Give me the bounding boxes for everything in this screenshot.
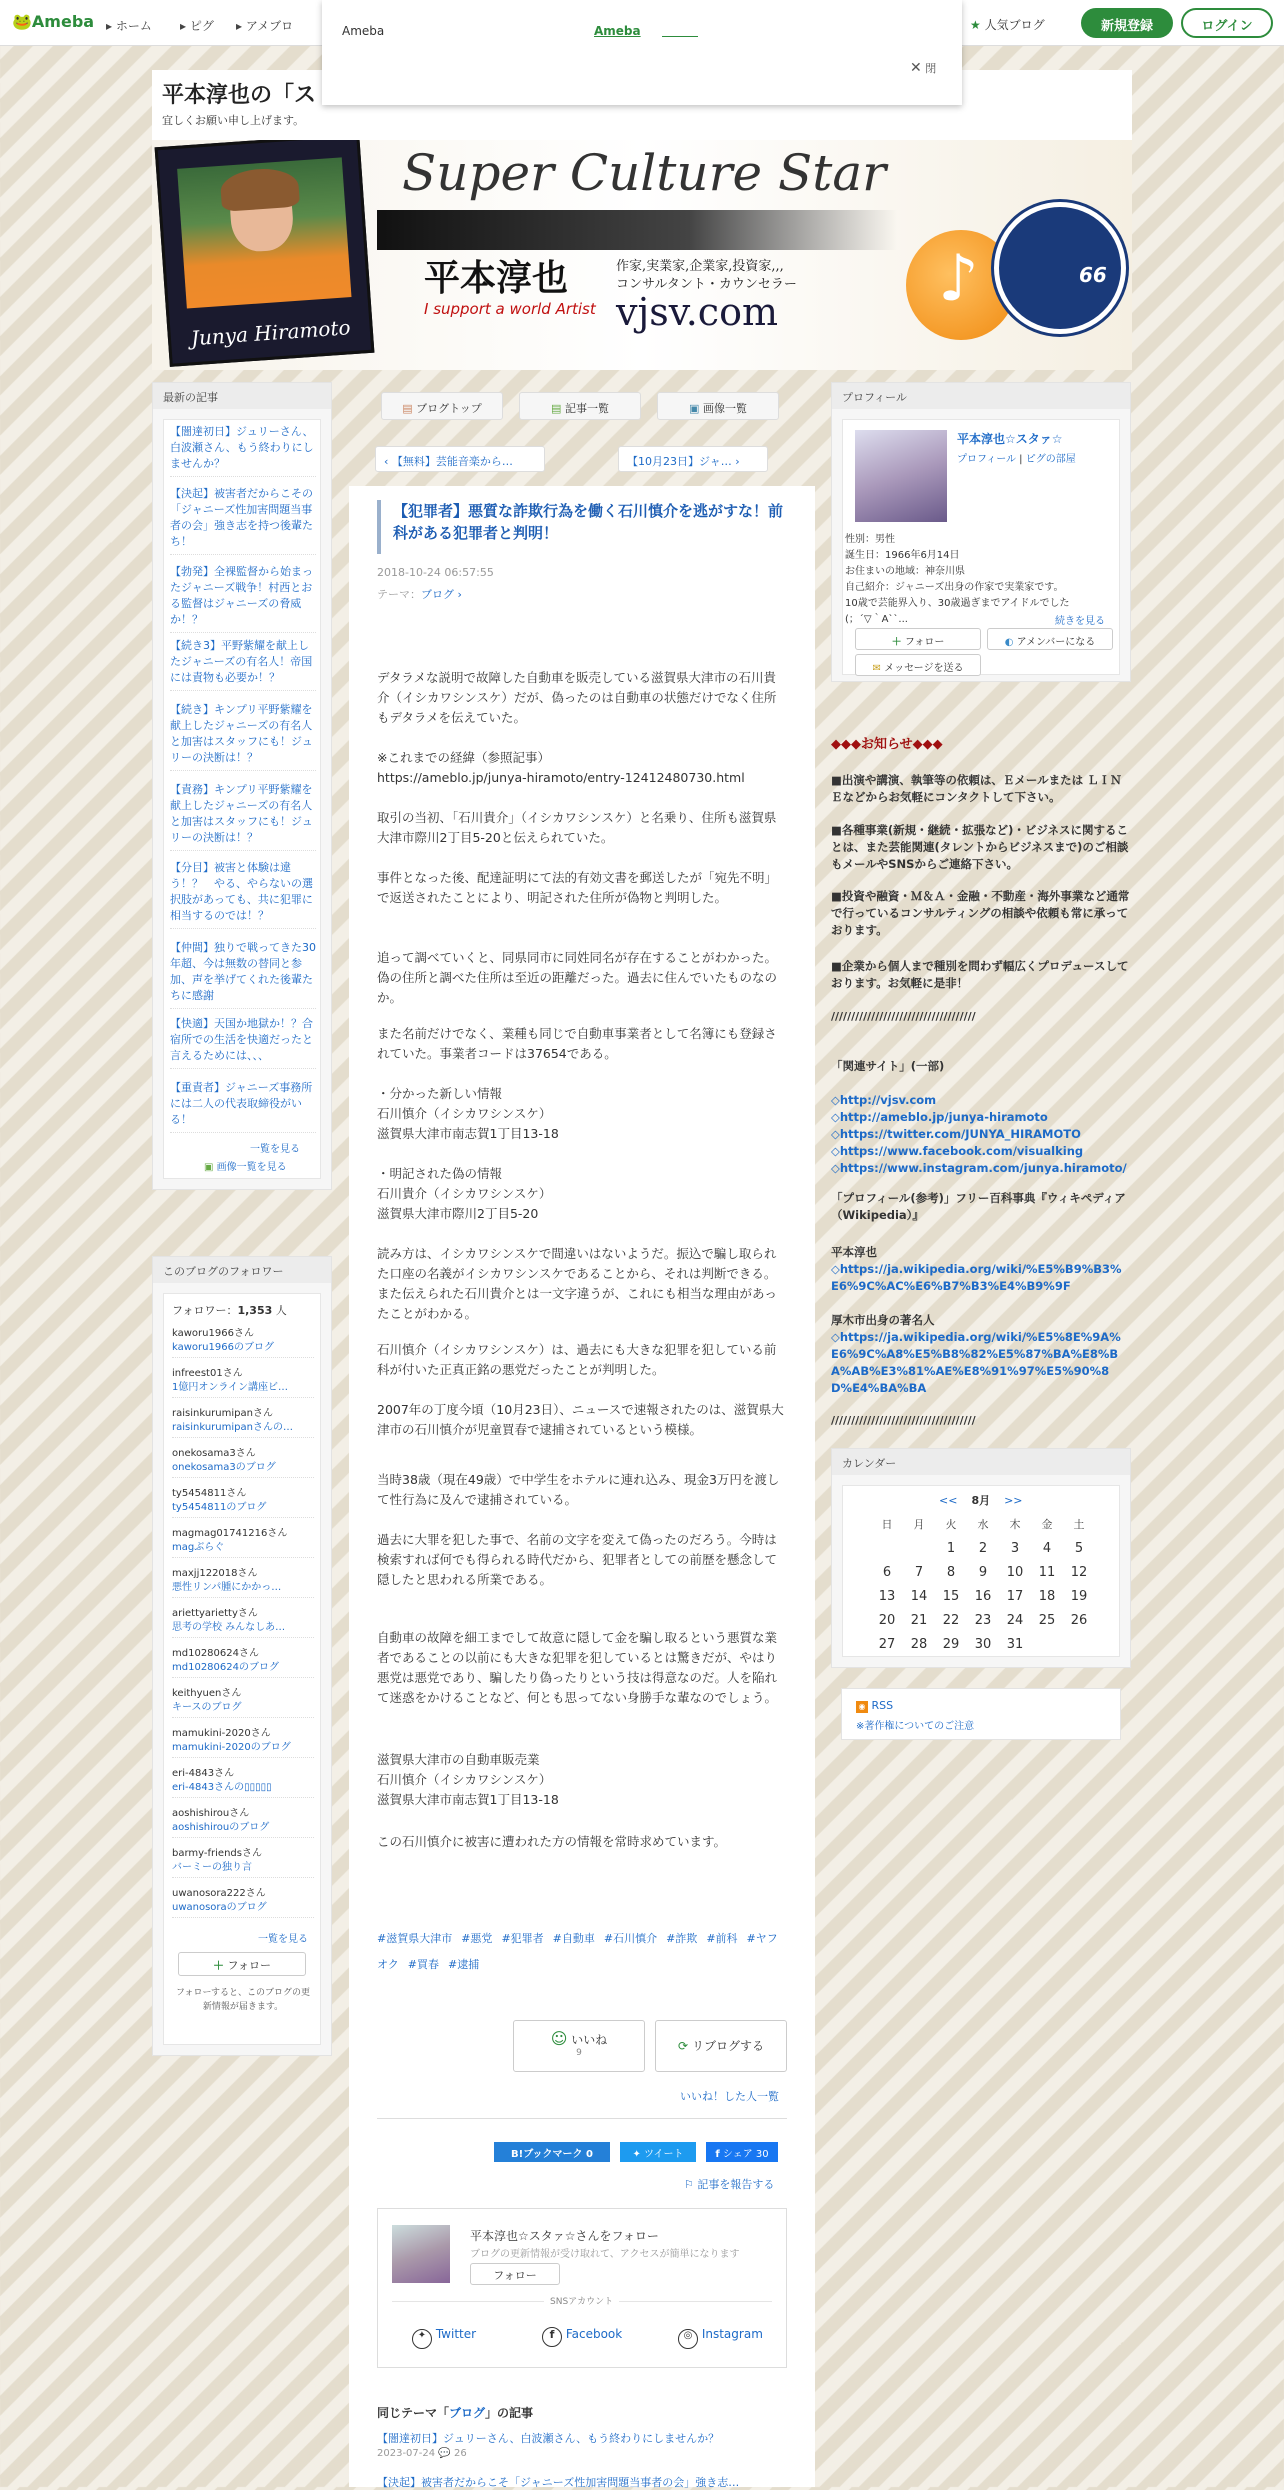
recent-article-link[interactable]: 【快適】天国か地獄か！？合宿所での生活を快適だったと言えるためには、、、 (170, 1016, 316, 1069)
hashtag-list (377, 1926, 787, 1978)
calendar-prev[interactable]: << (939, 1494, 958, 1507)
pig-room-link[interactable]: ピグの部屋 (1025, 454, 1076, 465)
like-count: 9 (576, 2048, 582, 2058)
recent-article-link[interactable]: 【勃発】全裸監督から始まったジャニーズ戦争！村西とおる監督はジャニーズの脅威か！？ (170, 564, 316, 633)
follower-blog-link[interactable]: バーミーの独り言 (172, 1858, 314, 1878)
article-paragraph: 読み方は、イシカワシンスケで間違いはないようだ。振込で騙し取られた口座の名義がイシカワシンスケであることから、それは判断できる。また伝えられた石川貴介とは一文字違うが、これにも相当な理由があったことがわかる。 (377, 1246, 777, 1321)
calendar-day[interactable]: 5 (1074, 1540, 1084, 1556)
flag-icon: ⚐ (684, 2178, 694, 2191)
prev-article-button[interactable]: ‹ 【無料】芸能音楽から… (375, 446, 545, 472)
follower-name: barmy-friendsさん (172, 1848, 262, 1859)
calendar-weekday: 土 (1073, 1518, 1085, 1531)
calendar-next[interactable]: >> (1004, 1494, 1023, 1507)
hair-shape (219, 167, 300, 212)
article-paragraph: ・明記された偽の情報 石川貴介（イシカワシンスケ） 滋賀県大津市際川2丁目5-20 (377, 1166, 552, 1221)
hashtag-link[interactable]: #詐欺 (666, 1932, 698, 1945)
popup-close-button[interactable]: ✕ 閉 (910, 60, 937, 76)
recent-article-link[interactable]: 【仲間】独りで戦ってきた30年超、今は無数の替同と参加、声を挙げてくれた後輩たちに感謝 (170, 940, 316, 1009)
twitter-link[interactable]: ✦ Twitter (412, 2327, 476, 2349)
notice-item: ■投資や融資・Ｍ＆Ａ・金融・不動産・海外事業など通常で行っているコンサルティングの相談や依頼も常に承っております。 (831, 889, 1130, 937)
wiki-1-name: 平本淳也 (831, 1245, 877, 1259)
ameba-logo[interactable]: 🐸Ameba (12, 12, 95, 31)
recent-article-link[interactable]: 【責務】キンプリ平野紫耀を献上したジャニーズの有名人と加害はスタッフにも！ジュリーの決断は！？ (170, 782, 316, 851)
nav-ameblo[interactable]: ▸ アメブロ (236, 19, 294, 33)
follower-count: フォロワー：1,353 人 (172, 1304, 287, 1317)
follower-name: keithyuenさん (172, 1688, 242, 1699)
calendar-day[interactable]: 4 (1042, 1540, 1052, 1556)
follower-name: ariettyariettyさん (172, 1608, 258, 1619)
recent-more-link[interactable]: 一覧を見る (250, 1140, 300, 1155)
wiki-heading: 「プロフィール(参考)」フリー百科事典『ウィキペディア（Wikipedia）』 (831, 1191, 1126, 1222)
plus-icon: ＋ (891, 637, 902, 648)
recent-article-link[interactable]: 【分目】被害と体験は違う！？ やる、やらないの選択肢があっても、共に犯罪に相当するのでは！？ (170, 860, 316, 929)
article-date: 2018-10-24 06:57:55 (377, 566, 494, 579)
route66-emblem-icon: 66 (994, 202, 1126, 334)
calendar-week-row (871, 1632, 1095, 1656)
message-button[interactable]: ✉ メッセージを送る (855, 654, 981, 676)
hashtag-link[interactable]: #石川慎介 (603, 1932, 658, 1945)
profile-avatar[interactable] (855, 430, 947, 522)
instagram-link[interactable]: ◎ Instagram (678, 2327, 763, 2349)
calendar-week-row (871, 1608, 1095, 1632)
crown-icon: ★ (970, 18, 981, 32)
follower-name: aoshishirouさん (172, 1808, 250, 1819)
related-article-1-meta: 2023-07-24 💬 26 (377, 2448, 467, 2459)
follow-note: フォローすると、このブログの更新情報が届きます。 (175, 1988, 311, 2012)
wiki-2-name: 厚木市出身の著名人 (831, 1313, 935, 1327)
article-paragraph: 石川慎介（イシカワシンスケ）は、過去にも大きな犯罪を犯している前科が付いた正真正銘の悪党だったことが判明した。 (377, 1342, 777, 1377)
calendar-day[interactable]: 31 (1006, 1636, 1024, 1652)
calendar (842, 1485, 1120, 1657)
recent-articles-heading: 最新の記事 (153, 383, 331, 409)
calendar-box (831, 1448, 1131, 1668)
follower-name: magmag01741216さん (172, 1528, 288, 1539)
follower-name: infreest01さん (172, 1368, 243, 1379)
instagram-icon: ◎ (678, 2329, 698, 2349)
popup-link[interactable]: Ameba (594, 24, 641, 38)
profile-box (831, 382, 1131, 682)
calendar-day (871, 1536, 903, 1560)
follower-blog-link[interactable]: キースのブログ (172, 1698, 314, 1718)
calendar-day[interactable]: 6 (882, 1564, 892, 1580)
notice-item: ■各種事業(新規・継続・拡張など)・ビジネスに関することは、また芸能関連(タレントからビジネスまで)のご相談もメールやSNSからご連絡下さい。 (831, 823, 1129, 871)
calendar-day[interactable]: 7 (914, 1564, 924, 1580)
divider-slashes: //////////////////////////////////// (831, 1010, 976, 1023)
follower-blog-link[interactable]: mamukini-2020のブログ (172, 1738, 314, 1758)
banner-site: vjsv.com (616, 290, 778, 334)
recent-article-link[interactable]: 【続き】キンプリ平野紫耀を献上したジャニーズの有名人と加害はスタッフにも！ジュリーの決断は！？ (170, 702, 316, 771)
calendar-day[interactable]: 3 (1010, 1540, 1020, 1556)
profile-heading: プロフィール (832, 383, 1130, 409)
article-paragraph: 当時38歳（現在49歳）で中学生をホテルに連れ込み、現金3万円を渡して性行為に及んで逮捕されている。 (377, 1472, 780, 1507)
follower-name: raisinkurumipanさん (172, 1408, 273, 1419)
sidebar-follow-button[interactable]: ＋ フォロー (178, 1952, 306, 1976)
follower-blog-link[interactable]: kaworu1966のブログ (172, 1338, 314, 1358)
follower-name: maxjj122018さん (172, 1568, 258, 1579)
follow-card-title: 平本淳也☆スタァ☆さんをフォロー (470, 2229, 659, 2243)
calendar-day[interactable]: 15 (942, 1588, 960, 1604)
recent-article-link[interactable]: 【闇達初日】ジュリーさん、白波瀬さん、もう終わりにしませんか？ (170, 424, 316, 477)
banner-slogan: I support a world Artist (424, 300, 596, 318)
related-sites-heading: 「関連サイト」(一部) (831, 1059, 945, 1073)
profile-card (842, 419, 1120, 675)
plus-icon: ＋ (213, 1959, 225, 1972)
article-paragraph: 滋賀県大津市の自動車販売業 石川慎介（イシカワシンスケ） 滋賀県大津市南志賀1丁目13-18 (377, 1752, 559, 1807)
related-site-link[interactable]: ◇https://www.instagram.com/junya.hiramoto/ (831, 1161, 1127, 1175)
tab-article-list[interactable]: ▤ 記事一覧 (519, 392, 641, 420)
author-avatar[interactable] (392, 2225, 450, 2283)
article-paragraph: 過去に大罪を犯した事で、名前の文字を変えて偽ったのだろう。今時は検索すれば何でも得られる時代だから、犯罪者としての前歴を懸念して隠したと思われる所業である。 (377, 1532, 778, 1587)
calendar-day[interactable]: 11 (1038, 1564, 1056, 1580)
follower-name: kaworu1966さん (172, 1328, 254, 1339)
tab-image-list[interactable]: ▣ 画像一覧 (657, 392, 779, 420)
hashtag-link[interactable]: #ヤフオク (377, 1932, 778, 1971)
notice-item: ■出演や講演、執筆等の依頼は、Ｅメールまたは ＬＩＮＥなどからお気軽にコンタクトして下さい。 (831, 773, 1122, 804)
follow-button[interactable]: ＋ フォロー (855, 628, 981, 650)
hashtag-link[interactable]: #逮捕 (448, 1958, 480, 1971)
follower-name: onekosama3さん (172, 1448, 256, 1459)
calendar-grid (871, 1512, 1095, 1656)
recent-articles-box (152, 382, 332, 1190)
article-paragraph: 追って調べていくと、同県同市に同姓同名が存在することがわかった。偽の住所と調べた住所は至近の距離だった。過去に住んでいたものなのか。 (377, 950, 778, 1005)
images-more-link[interactable]: ▣ 画像一覧を見る (204, 1162, 287, 1173)
chevron-right-icon: › (735, 455, 740, 468)
follower-blog-link[interactable]: raisinkurumipanさんの… (172, 1418, 314, 1438)
facebook-link[interactable]: f Facebook (542, 2327, 622, 2347)
follower-blog-link[interactable]: ty5454811のブログ (172, 1498, 314, 1518)
calendar-day[interactable]: 20 (878, 1612, 896, 1628)
amember-icon: ◐ (1004, 637, 1014, 648)
follower-name: ty5454811さん (172, 1488, 247, 1499)
related-article-2[interactable]: 【決起】被害者だからこそ「ジャニーズ性加害問題当事者の会」強き志… (377, 2476, 740, 2489)
related-site-link[interactable]: ◇https://www.facebook.com/visualking (831, 1144, 1084, 1158)
calendar-week-row (871, 1584, 1095, 1608)
calendar-day[interactable]: 9 (978, 1564, 988, 1580)
follower-blog-link[interactable]: 1億円オンライン講座ビ… (172, 1378, 314, 1398)
calendar-header-row (871, 1512, 1095, 1536)
notice-heading: ◆◆◆お知らせ◆◆◆ (831, 737, 943, 752)
hashtag-link[interactable]: #滋賀県大津市 (377, 1932, 453, 1945)
follower-blog-link[interactable]: 思考の学校 みんなしあ… (172, 1618, 314, 1638)
follower-blog-link[interactable]: onekosama3のブログ (172, 1458, 314, 1478)
hashtag-link[interactable]: #前科 (706, 1932, 738, 1945)
calendar-weekday: 水 (977, 1518, 989, 1531)
banner-roles: 作家,実業家,企業家,投資家,,, コンサルタント・カウンセラー (616, 259, 797, 292)
profile-info: 性別：男性 誕生日：1966年6月14日 お住まいの地域：神奈川県 自己紹介：ジャニーズ出身の作家で実業家です。 10歳で芸能界入り、30歳過ぎまでアイドルでした (；´▽｀A``... (845, 534, 1070, 625)
calendar-day[interactable]: 18 (1038, 1588, 1056, 1604)
like-button[interactable]: ☺ いいね 9 (513, 2020, 645, 2072)
related-site-link[interactable]: ◇https://twitter.com/JUNYA_HIRAMOTO (831, 1127, 1081, 1141)
calendar-nav (939, 1492, 1023, 1508)
popup-link-underline (662, 36, 698, 37)
profile-name[interactable]: 平本淳也☆スタァ☆ (957, 432, 1063, 446)
next-article-button[interactable]: 【10月23日】ジャ… › (618, 446, 768, 472)
related-article-1[interactable]: 【闇達初日】ジュリーさん、白波瀬さん、もう終わりにしませんか？ (377, 2432, 720, 2445)
calendar-day[interactable]: 10 (1006, 1564, 1024, 1580)
calendar-weekday: 月 (913, 1518, 925, 1531)
calendar-day[interactable]: 27 (878, 1636, 896, 1652)
music-note-icon: ♪ (906, 230, 1016, 340)
notification-popup (322, 0, 962, 105)
divider (377, 2118, 787, 2119)
follow-card (377, 2208, 787, 2368)
image-icon: ▣ (689, 402, 700, 415)
calendar-weekday: 日 (881, 1518, 893, 1531)
tab-blog-top[interactable]: ▤ ブログトップ (381, 392, 503, 420)
article-paragraph: ※これまでの経緯（参照記事） https://ameblo.jp/junya-hiramoto/entry-12412480730.html (377, 750, 745, 785)
amember-button[interactable]: ◐ アメンバーになる (987, 628, 1113, 650)
comment-icon: 💬 (438, 2448, 451, 2459)
article-paragraph: デタラメな説明で故障した自動車を販売している滋賀県大津市の石川貴介（イシカワシンスケ）だが、偽ったのは自動車の状態だけでなく住所もデタラメを伝えていた。 (377, 670, 777, 725)
followers-list (163, 1293, 321, 2045)
calendar-day[interactable]: 1 (946, 1540, 956, 1556)
nav-home[interactable]: ▸ ホーム (106, 19, 152, 33)
calendar-day[interactable]: 30 (974, 1636, 992, 1652)
related-site-link[interactable]: ◇http://vjsv.com (831, 1093, 937, 1107)
close-icon: ✕ (910, 60, 922, 76)
article-paragraph: この石川慎介に被害に遭われた方の情報を常時求めています。 (377, 1834, 727, 1849)
article-paragraph: 事件となった後、配達証明にて法的有効文書を郵送したが「宛先不明」で返送されたことにより、明記された住所が偽物と判明した。 (377, 870, 778, 905)
smile-icon: ☺ (550, 2029, 568, 2048)
wiki-2-link[interactable]: ◇https://ja.wikipedia.org/wiki/%E5%8E%9A%E6%9C%A8%E5%B8%82%E5%87%BA%E8%BA%AB%E3%81%AE%E8%91%97%E5%90%8D%E4%BA%BA (831, 1330, 1121, 1395)
facebook-icon: f (715, 2149, 720, 2160)
calendar-day[interactable]: 22 (942, 1612, 960, 1628)
recent-article-link[interactable]: 【続き3】平野紫耀を献上したジャニーズの有名人！帝国には責物も必要か！？ (170, 638, 316, 691)
article-paragraph: 2007年の丁度今頃（10月23日）、ニュースで速報されたのは、滋賀県大津市の石川慎介が児童買春で逮捕されているという模様。 (377, 1402, 784, 1437)
reblog-button[interactable]: ⟳ リブログする (655, 2020, 787, 2072)
chevron-left-icon: ‹ (384, 455, 389, 468)
follower-blog-link[interactable]: 悪性リンパ腫にかかっ… (172, 1578, 314, 1598)
calendar-day (1063, 1632, 1095, 1656)
calendar-week-row (871, 1536, 1095, 1560)
follow-card-desc: ブログの更新情報が受け取れて、アクセスが簡単になります (470, 2249, 740, 2260)
bird-icon: ✦ (632, 2149, 641, 2160)
blog-subtitle: 宜しくお願い申し上げます。 (162, 114, 305, 127)
chevron-right-icon: › (454, 588, 462, 601)
blog-title[interactable]: 平本淳也の「ス (162, 83, 317, 108)
calendar-day[interactable]: 13 (878, 1588, 896, 1604)
copyright-link[interactable]: ※著作権についてのご注意 (856, 1721, 975, 1732)
twitter-icon: ✦ (412, 2329, 432, 2349)
hashtag-link[interactable]: #犯罪者 (501, 1932, 544, 1945)
calendar-weekday: 金 (1041, 1518, 1053, 1531)
calendar-weekday: 火 (945, 1518, 957, 1531)
calendar-day (1031, 1632, 1063, 1656)
popular-blog-link[interactable]: ★ 人気ブログ (970, 18, 1045, 32)
calendar-day[interactable]: 8 (946, 1564, 956, 1580)
signup-button[interactable]: 新規登録 (1081, 8, 1173, 38)
follower-blog-link[interactable]: md10280624のブログ (172, 1658, 314, 1678)
calendar-day[interactable]: 23 (974, 1612, 992, 1628)
calendar-day[interactable]: 28 (910, 1636, 928, 1652)
calendar-day (903, 1536, 935, 1560)
follower-blog-link[interactable]: uwanosoraのブログ (172, 1898, 314, 1918)
article-paragraph: 自動車の故障を細工までして故意に隠して金を騙し取るという悪質な業者であることの以前にも大きな犯罪を犯しているとは驚きだが、やはり悪党は悪党であり、騙したり偽ったりという技は得意なのだ。人を陥れて迷惑をかけることなど、何とも思ってない身勝手な輩なのでしょう。 (377, 1630, 778, 1705)
recent-article-link[interactable]: 【重責者】ジャニーズ事務所には二人の代表取締役がいる！ (170, 1080, 316, 1133)
article-theme: テーマ：ブログ › (377, 588, 462, 601)
banner-headline: Super Culture Star (402, 144, 887, 202)
followers-box (152, 1256, 332, 2056)
recent-article-link[interactable]: 【決起】被害者だからこその「ジャニーズ性加害問題当事者の会」強き志を持つ後輩たち！ (170, 486, 316, 555)
banner-name: 平本淳也 (424, 257, 569, 299)
article-paragraph: 取引の当初、「石川貴介」（イシカワシンスケ）と名乗り、住所も滋賀県大津市際川2丁目5-20と伝えられていた。 (377, 810, 777, 845)
facebook-share-button[interactable]: f シェア 30 (706, 2142, 778, 2162)
followers-more-link[interactable]: 一覧を見る (258, 1934, 308, 1945)
article-paragraph: ・分かった新しい情報 石川慎介（イシカワシンスケ） 滋賀県大津市南志賀1丁目13-18 (377, 1086, 559, 1141)
follower-blog-link[interactable]: magぶらぐ (172, 1538, 314, 1558)
follower-name: eri-4843さん (172, 1768, 235, 1779)
profile-links: プロフィール | ピグの部屋 (957, 454, 1076, 465)
photo-caption: Junya Hiramoto (190, 315, 352, 351)
profile-link[interactable]: プロフィール (957, 454, 1016, 465)
calendar-day[interactable]: 16 (974, 1588, 992, 1604)
calendar-day[interactable]: 21 (910, 1612, 928, 1628)
follower-name: md10280624さん (172, 1648, 259, 1659)
follower-blog-link[interactable]: aoshishirouのブログ (172, 1818, 314, 1838)
header-banner (152, 140, 1132, 370)
calendar-day[interactable]: 25 (1038, 1612, 1056, 1628)
brush-stroke (377, 210, 897, 250)
sns-label: SNSアカウント (544, 2294, 619, 2307)
popup-label: Ameba (342, 24, 385, 38)
same-theme-heading: 同じテーマ「ブログ」の記事 (377, 2406, 534, 2420)
follower-name: uwanosora222さん (172, 1888, 266, 1899)
follower-blog-link[interactable]: eri-4843さんの▯▯▯▯▯ (172, 1778, 314, 1798)
related-site-link[interactable]: ◇http://ameblo.jp/junya-hiramoto (831, 1110, 1048, 1124)
tweet-button[interactable]: ✦ ツイート (620, 2142, 696, 2162)
calendar-heading: カレンダー (832, 1449, 1130, 1475)
hashtag-link[interactable]: #買春 (407, 1958, 439, 1971)
mail-icon: ✉ (872, 663, 881, 674)
followers-heading: このブログのフォロワー (153, 1257, 331, 1283)
theme-link[interactable]: ブログ (421, 588, 454, 601)
notice-item: ■企業から個人まで種別を問わず幅広くプロデュースしております。お気軽に是非！ (831, 959, 1129, 990)
article-paragraph: また名前だけでなく、業種も同じで自動車事業者として名簿にも登録されていた。事業者コードは37654である。 (377, 1026, 777, 1061)
blog-header (152, 70, 1132, 370)
calendar-day[interactable]: 29 (942, 1636, 960, 1652)
wiki-1-link[interactable]: ◇https://ja.wikipedia.org/wiki/%E5%B9%B3%E6%9C%AC%E6%B7%B3%E4%B9%9F (831, 1262, 1122, 1293)
recent-articles-list (163, 419, 321, 1179)
profile-photo (177, 157, 351, 308)
calendar-day[interactable]: 24 (1006, 1612, 1024, 1628)
hashtag-link[interactable]: #自動車 (552, 1932, 595, 1945)
divider-slashes: //////////////////////////////////// (831, 1414, 976, 1427)
calendar-day[interactable]: 14 (910, 1588, 928, 1604)
same-theme-link[interactable]: ブログ (449, 2406, 486, 2420)
list-icon: ▤ (551, 402, 562, 415)
calendar-week-row (871, 1560, 1095, 1584)
login-button[interactable]: ログイン (1181, 8, 1273, 38)
report-article-link[interactable]: ⚐ 記事を報告する (684, 2178, 775, 2191)
calendar-day[interactable]: 17 (1006, 1588, 1024, 1604)
calendar-day[interactable]: 12 (1070, 1564, 1088, 1580)
calendar-month: 8月 (971, 1494, 991, 1507)
nav-pigg[interactable]: ▸ ピグ (180, 19, 214, 33)
calendar-day[interactable]: 2 (978, 1540, 988, 1556)
image-icon: ▣ (204, 1162, 214, 1173)
calendar-weekday: 木 (1009, 1518, 1021, 1531)
profile-photo-frame (155, 140, 375, 367)
article-title[interactable]: 【犯罪者】悪質な詐欺行為を働く石川慎介を逃がすな！前科がある犯罪者と判明！ (377, 500, 787, 554)
profile-more-link[interactable]: 続きを見る (1055, 616, 1105, 627)
follow-card-button[interactable]: フォロー (470, 2263, 560, 2285)
likers-link[interactable]: いいね！した人一覧 (680, 2090, 779, 2103)
facebook-icon: f (542, 2327, 562, 2347)
rss-icon: ◉ (856, 1701, 868, 1713)
hashtag-link[interactable]: #悪党 (461, 1932, 493, 1945)
rss-link[interactable]: ◉ RSS (856, 1699, 893, 1713)
calendar-day[interactable]: 26 (1070, 1612, 1088, 1628)
reblog-icon: ⟳ (678, 2039, 689, 2053)
calendar-day[interactable]: 19 (1070, 1588, 1088, 1604)
home-icon: ▤ (402, 402, 413, 415)
hatena-bookmark-button[interactable]: B!ブックマーク 0 (494, 2142, 610, 2162)
follower-name: mamukini-2020さん (172, 1728, 271, 1739)
rss-box (841, 1688, 1121, 1740)
